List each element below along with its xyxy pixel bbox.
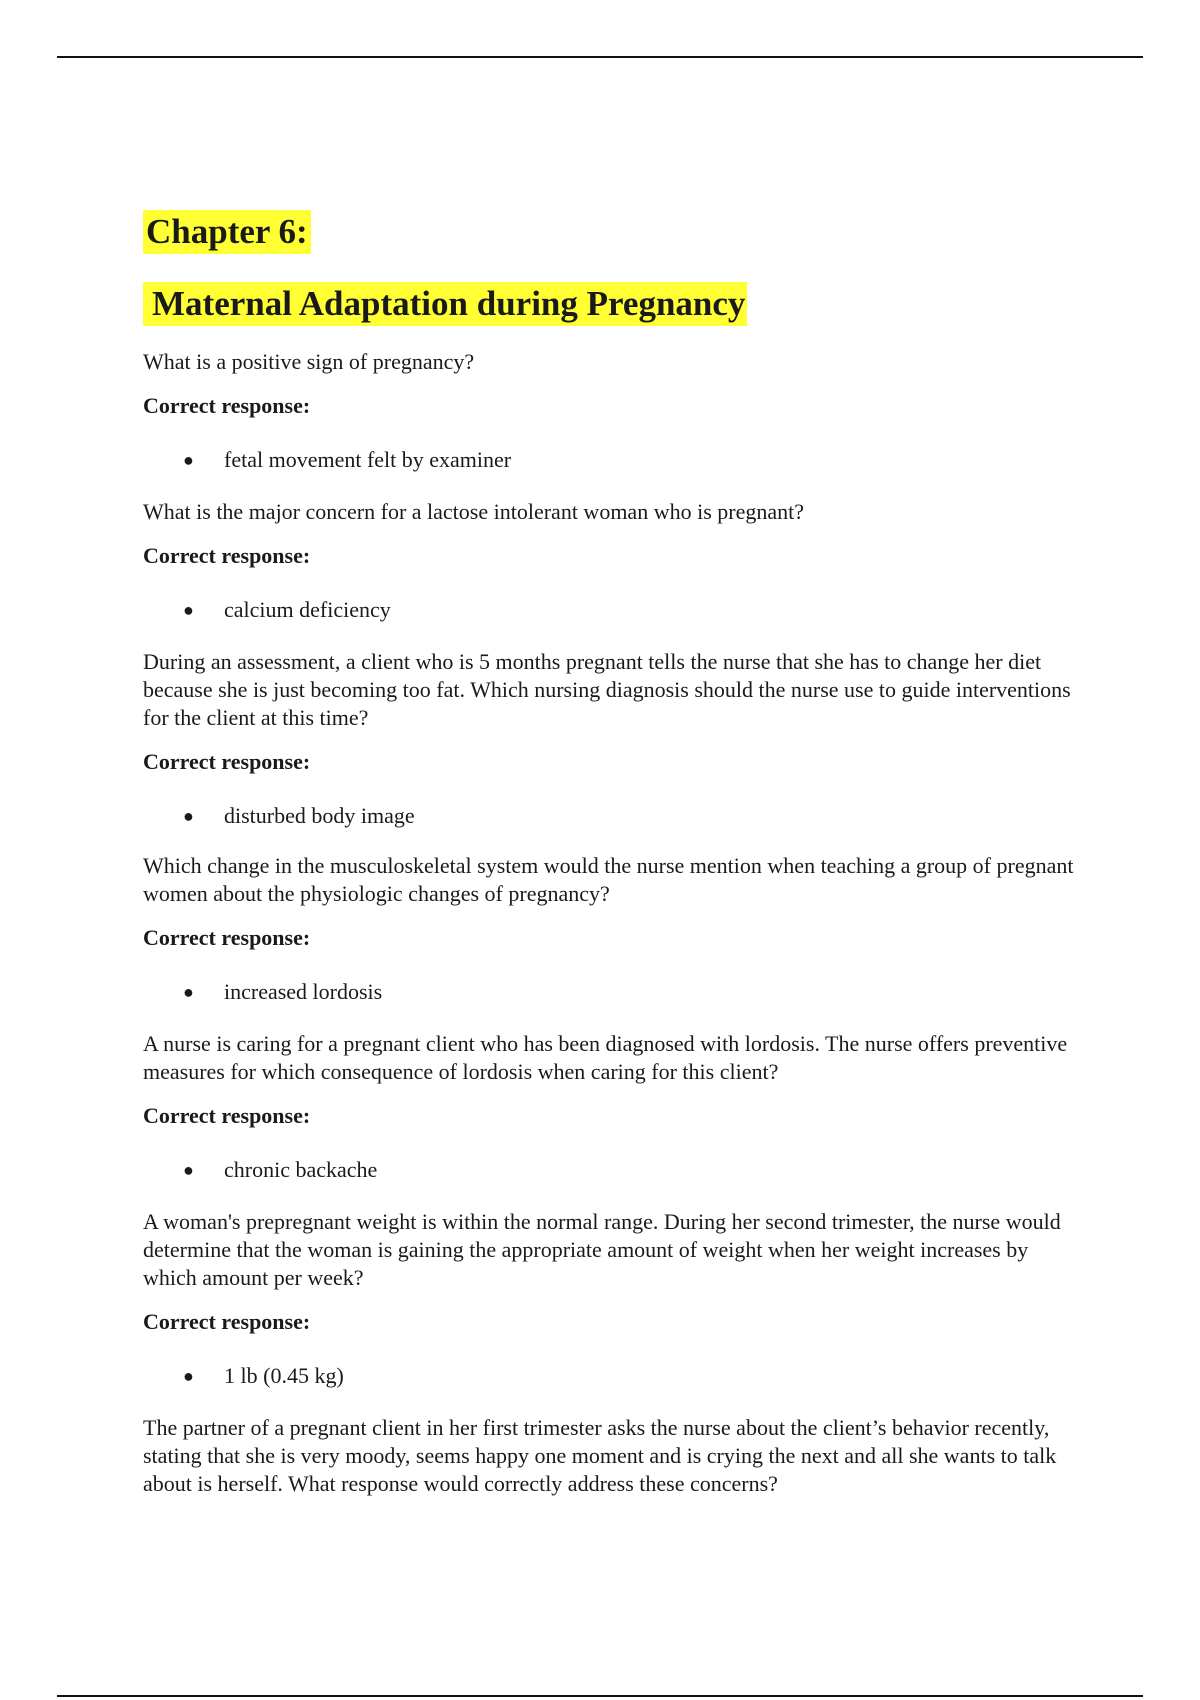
answer-item bbox=[143, 596, 1083, 624]
answer-item bbox=[143, 446, 1083, 474]
correct-response-label: Correct response: bbox=[143, 749, 311, 774]
answer-text: disturbed body image bbox=[224, 803, 415, 828]
chapter-title: Maternal Adaptation during Pregnancy bbox=[143, 282, 747, 326]
qa-item bbox=[143, 1414, 1083, 1498]
correct-response-label: Correct response: bbox=[143, 925, 311, 950]
chapter-heading: Chapter 6: bbox=[143, 210, 311, 254]
question-text: What is the major concern for a lactose intolerant woman who is pregnant? bbox=[143, 499, 804, 524]
correct-response-label: Correct response: bbox=[143, 543, 311, 568]
document-body bbox=[143, 210, 1083, 1498]
correct-response-label: Correct response: bbox=[143, 393, 311, 418]
top-rule bbox=[57, 56, 1143, 58]
answer-item bbox=[143, 1362, 1083, 1390]
qa-item bbox=[143, 1030, 1083, 1184]
answer-item bbox=[143, 978, 1083, 1006]
qa-item bbox=[143, 648, 1083, 830]
correct-response-label: Correct response: bbox=[143, 1103, 311, 1128]
answer-text: 1 lb (0.45 kg) bbox=[224, 1363, 344, 1388]
question-text: Which change in the musculoskeletal system would the nurse mention when teaching a group of pregnant women about the physiologic changes of pregnancy? bbox=[143, 853, 1074, 906]
answer-text: calcium deficiency bbox=[224, 597, 391, 622]
bullet-icon: ● bbox=[183, 1366, 194, 1386]
bullet-icon: ● bbox=[183, 450, 194, 470]
qa-item bbox=[143, 852, 1083, 1006]
question-text: What is a positive sign of pregnancy? bbox=[143, 349, 475, 374]
answer-item bbox=[143, 802, 1083, 830]
bullet-icon: ● bbox=[183, 806, 194, 826]
bullet-icon: ● bbox=[183, 982, 194, 1002]
question-text: A nurse is caring for a pregnant client who has been diagnosed with lordosis. The nurse offers preventive measures for which consequence of lordosis when caring for this client? bbox=[143, 1031, 1068, 1084]
question-text: A woman's prepregnant weight is within the normal range. During her second trimester, the nurse would determine that the woman is gaining the appropriate amount of weight when her weight increases by which amount per week? bbox=[143, 1209, 1061, 1290]
qa-item bbox=[143, 1208, 1083, 1390]
answer-item bbox=[143, 1156, 1083, 1184]
answer-text: increased lordosis bbox=[224, 979, 383, 1004]
correct-response-label: Correct response: bbox=[143, 1309, 311, 1334]
answer-text: chronic backache bbox=[224, 1157, 378, 1182]
question-text: During an assessment, a client who is 5 months pregnant tells the nurse that she has to change her diet because she is just becoming too fat. Which nursing diagnosis should the nurse use to guide interventions for the client at this time? bbox=[143, 649, 1071, 730]
qa-item bbox=[143, 498, 1083, 624]
bottom-rule bbox=[57, 1695, 1143, 1697]
question-text: The partner of a pregnant client in her first trimester asks the nurse about the client’s behavior recently, stating that she is very moody, seems happy one moment and is crying the next and all she wants to talk about is herself. What response would correctly address these concerns? bbox=[143, 1415, 1057, 1496]
qa-item bbox=[143, 348, 1083, 474]
bullet-icon: ● bbox=[183, 600, 194, 620]
answer-text: fetal movement felt by examiner bbox=[224, 447, 512, 472]
bullet-icon: ● bbox=[183, 1160, 194, 1180]
